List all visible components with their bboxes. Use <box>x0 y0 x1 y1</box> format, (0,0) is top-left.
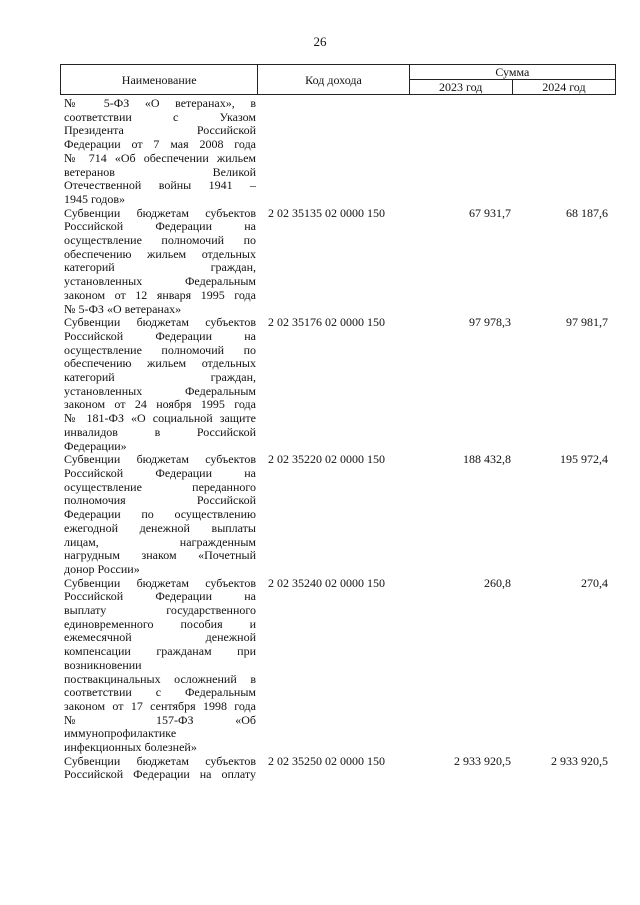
row-name-line: инвалидов в Российской <box>64 424 256 439</box>
row-name-line: ежемесячной денежной <box>64 630 256 645</box>
row-name-line: Федерации по осуществлению <box>64 507 256 522</box>
row-name-line: законом от 17 сентября 1998 года <box>64 698 256 713</box>
row-value-2023: 97 978,3 <box>469 315 511 330</box>
row-value-2023: 188 432,8 <box>463 452 511 467</box>
header-year-2023: 2023 год <box>409 80 512 95</box>
row-name-line: осуществление полномочий по <box>64 233 256 248</box>
row-name-line: донор России» <box>64 561 140 576</box>
row-name-line: ветеранов Великой <box>64 164 256 179</box>
page-number: 26 <box>313 34 327 49</box>
row-name-line: категорий граждан, <box>64 260 256 275</box>
row-name-line: Российской Федерации на <box>64 219 256 234</box>
row-name-line: нагрудным знаком «Почетный <box>64 548 256 563</box>
row-name-line: Президента Российской <box>64 123 256 138</box>
row-name-line: соответствии с Указом <box>64 109 256 124</box>
row-name-line: установленных Федеральным <box>64 274 256 289</box>
row-name-line: Российской Федерации на оплату <box>64 767 256 782</box>
row-name <box>64 755 256 782</box>
row-code: 2 02 35220 02 0000 150 <box>268 452 385 467</box>
row-name-line: единовременного пособия и <box>64 616 256 631</box>
row-value-2023: 67 931,7 <box>469 205 511 220</box>
header-name: Наименование <box>61 65 258 95</box>
row-value-2024: 195 972,4 <box>560 452 608 467</box>
row-name-line: Российской Федерации на <box>64 589 256 604</box>
row-name-line: выплату государственного <box>64 603 256 618</box>
table-row <box>64 97 616 207</box>
row-name-line: Российской Федерации на <box>64 328 256 343</box>
row-code: 2 02 35176 02 0000 150 <box>268 315 385 330</box>
table-body <box>64 97 616 782</box>
row-name <box>64 316 256 453</box>
row-value-2023: 260,8 <box>484 575 511 590</box>
table-row <box>64 453 616 576</box>
row-name-line: категорий граждан, <box>64 370 256 385</box>
row-code: 2 02 35135 02 0000 150 <box>268 205 385 220</box>
row-name-line: Отечественной войны 1941 – <box>64 178 256 193</box>
row-name-line: компенсации гражданам при <box>64 644 256 659</box>
row-name-line: обеспечению жильем отдельных <box>64 356 256 371</box>
header-code: Код дохода <box>258 65 409 95</box>
row-name <box>64 97 256 207</box>
row-name-line: поствакцинальных осложнений в <box>64 671 256 686</box>
table-row <box>64 316 616 453</box>
header-sum: Сумма <box>409 65 615 80</box>
row-name-line: № 181-ФЗ «О социальной защите <box>64 411 256 426</box>
row-name-line: Российской Федерации на <box>64 465 256 480</box>
row-name-line: Субвенции бюджетам субъектов <box>64 315 256 330</box>
row-name-line: Федерации от 7 мая 2008 года <box>64 137 256 152</box>
row-name-line: полномочия Российской <box>64 493 256 508</box>
table-row <box>64 755 616 782</box>
row-code: 2 02 35250 02 0000 150 <box>268 753 385 768</box>
row-name-line: № 714 «Об обеспечении жильем <box>64 150 256 165</box>
row-name-line: законом от 12 января 1995 года <box>64 287 256 302</box>
row-name <box>64 207 256 317</box>
row-name-line: Субвенции бюджетам субъектов <box>64 452 256 467</box>
row-name-line: Субвенции бюджетам субъектов <box>64 753 256 768</box>
row-name-line: Федерации» <box>64 438 127 453</box>
row-code: 2 02 35240 02 0000 150 <box>268 575 385 590</box>
row-value-2024: 270,4 <box>581 575 608 590</box>
header-year-2024: 2024 год <box>512 80 615 95</box>
row-name-line: ежегодной денежной выплаты <box>64 520 256 535</box>
row-name-line: 1945 годов» <box>64 191 126 206</box>
table-header <box>60 64 616 95</box>
row-name-line: законом от 24 ноября 1995 года <box>64 397 256 412</box>
row-name-line: осуществление переданного <box>64 479 256 494</box>
row-name-line: осуществление полномочий по <box>64 342 256 357</box>
row-name-line: соответствии с Федеральным <box>64 685 256 700</box>
row-name-line: лицам, награжденным <box>64 534 256 549</box>
row-name-line: № 5-ФЗ «О ветеранах», в <box>64 96 256 110</box>
row-value-2024: 68 187,6 <box>566 205 608 220</box>
row-name-line: Субвенции бюджетам субъектов <box>64 575 256 590</box>
row-name-line: Субвенции бюджетам субъектов <box>64 205 256 220</box>
row-name-line: № 157-ФЗ «Об <box>64 712 256 727</box>
table-row <box>64 207 616 317</box>
row-name <box>64 577 256 755</box>
row-value-2024: 97 981,7 <box>566 315 608 330</box>
row-name-line: обеспечению жильем отдельных <box>64 246 256 261</box>
row-name-line: № 5-ФЗ «О ветеранах» <box>64 301 182 316</box>
row-name-line: инфекционных болезней» <box>64 740 197 755</box>
row-name <box>64 453 256 576</box>
row-name-line: возникновении <box>64 657 142 672</box>
row-name-line: установленных Федеральным <box>64 383 256 398</box>
row-value-2024: 2 933 920,5 <box>551 753 608 768</box>
row-name-line: иммунопрофилактике <box>64 726 177 741</box>
table-row <box>64 577 616 755</box>
row-value-2023: 2 933 920,5 <box>454 753 511 768</box>
